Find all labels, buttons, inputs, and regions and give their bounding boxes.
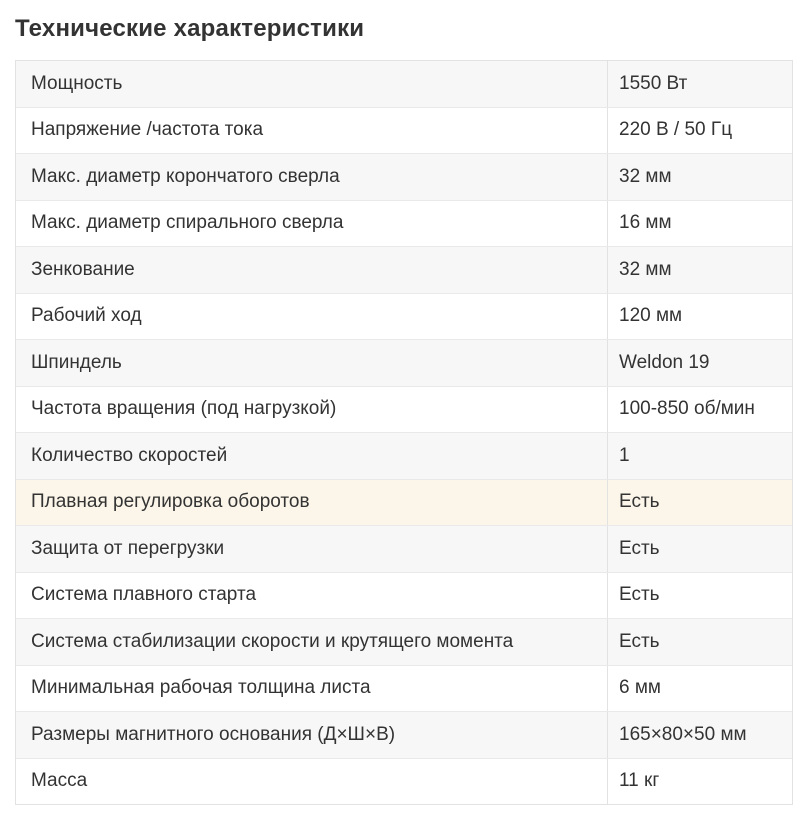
spec-label: Защита от перегрузки [16,526,608,572]
spec-value: Есть [619,537,660,559]
spec-value: 1 [619,444,630,466]
spec-value: 120 мм [619,305,683,327]
table-row [16,293,792,340]
table-row [16,339,792,386]
table-row [16,665,792,712]
table-row [16,107,792,154]
spec-value: Weldon 19 [619,351,710,373]
table-row [16,758,792,805]
spec-label: Шпиндель [16,340,608,386]
table-row [16,386,792,433]
spec-value: Есть [619,491,660,513]
spec-label: Макс. диаметр спирального сверла [16,201,608,247]
page-title: Технические характеристики [15,15,365,42]
spec-value: 6 мм [619,677,661,699]
spec-value: 165×80×50 мм [619,723,747,745]
table-row [16,479,792,526]
spec-value: 220 В / 50 Гц [619,119,733,141]
spec-label: Минимальная рабочая толщина листа [16,666,608,712]
spec-value: 11 кг [619,770,660,792]
spec-value: Есть [619,630,660,652]
spec-label: Рабочий ход [16,294,608,340]
table-row [16,525,792,572]
spec-label: Масса [16,759,608,805]
spec-value: 100-850 об/мин [619,398,755,420]
spec-label: Макс. диаметр корончатого сверла [16,154,608,200]
spec-label: Частота вращения (под нагрузкой) [16,387,608,433]
table-row [16,432,792,479]
spec-label: Система плавного старта [16,573,608,619]
table-row [16,711,792,758]
table-row [16,572,792,619]
spec-value: 1550 Вт [619,72,688,94]
table-row [16,61,792,107]
spec-label: Количество скоростей [16,433,608,479]
spec-label: Мощность [16,61,608,107]
table-row [16,200,792,247]
spec-label: Размеры магнитного основания (Д×Ш×В) [16,712,608,758]
spec-label: Система стабилизации скорости и крутящего момента [16,619,608,665]
spec-label: Плавная регулировка оборотов [16,480,608,526]
table-row [16,153,792,200]
specs-page [0,15,808,824]
table-row [16,246,792,293]
table-row [16,618,792,665]
spec-label: Напряжение /частота тока [16,108,608,154]
spec-value: 16 мм [619,212,672,234]
spec-value: 32 мм [619,258,672,280]
spec-value: 32 мм [619,165,672,187]
spec-table [15,60,793,805]
spec-value: Есть [619,584,660,606]
spec-label: Зенкование [16,247,608,293]
